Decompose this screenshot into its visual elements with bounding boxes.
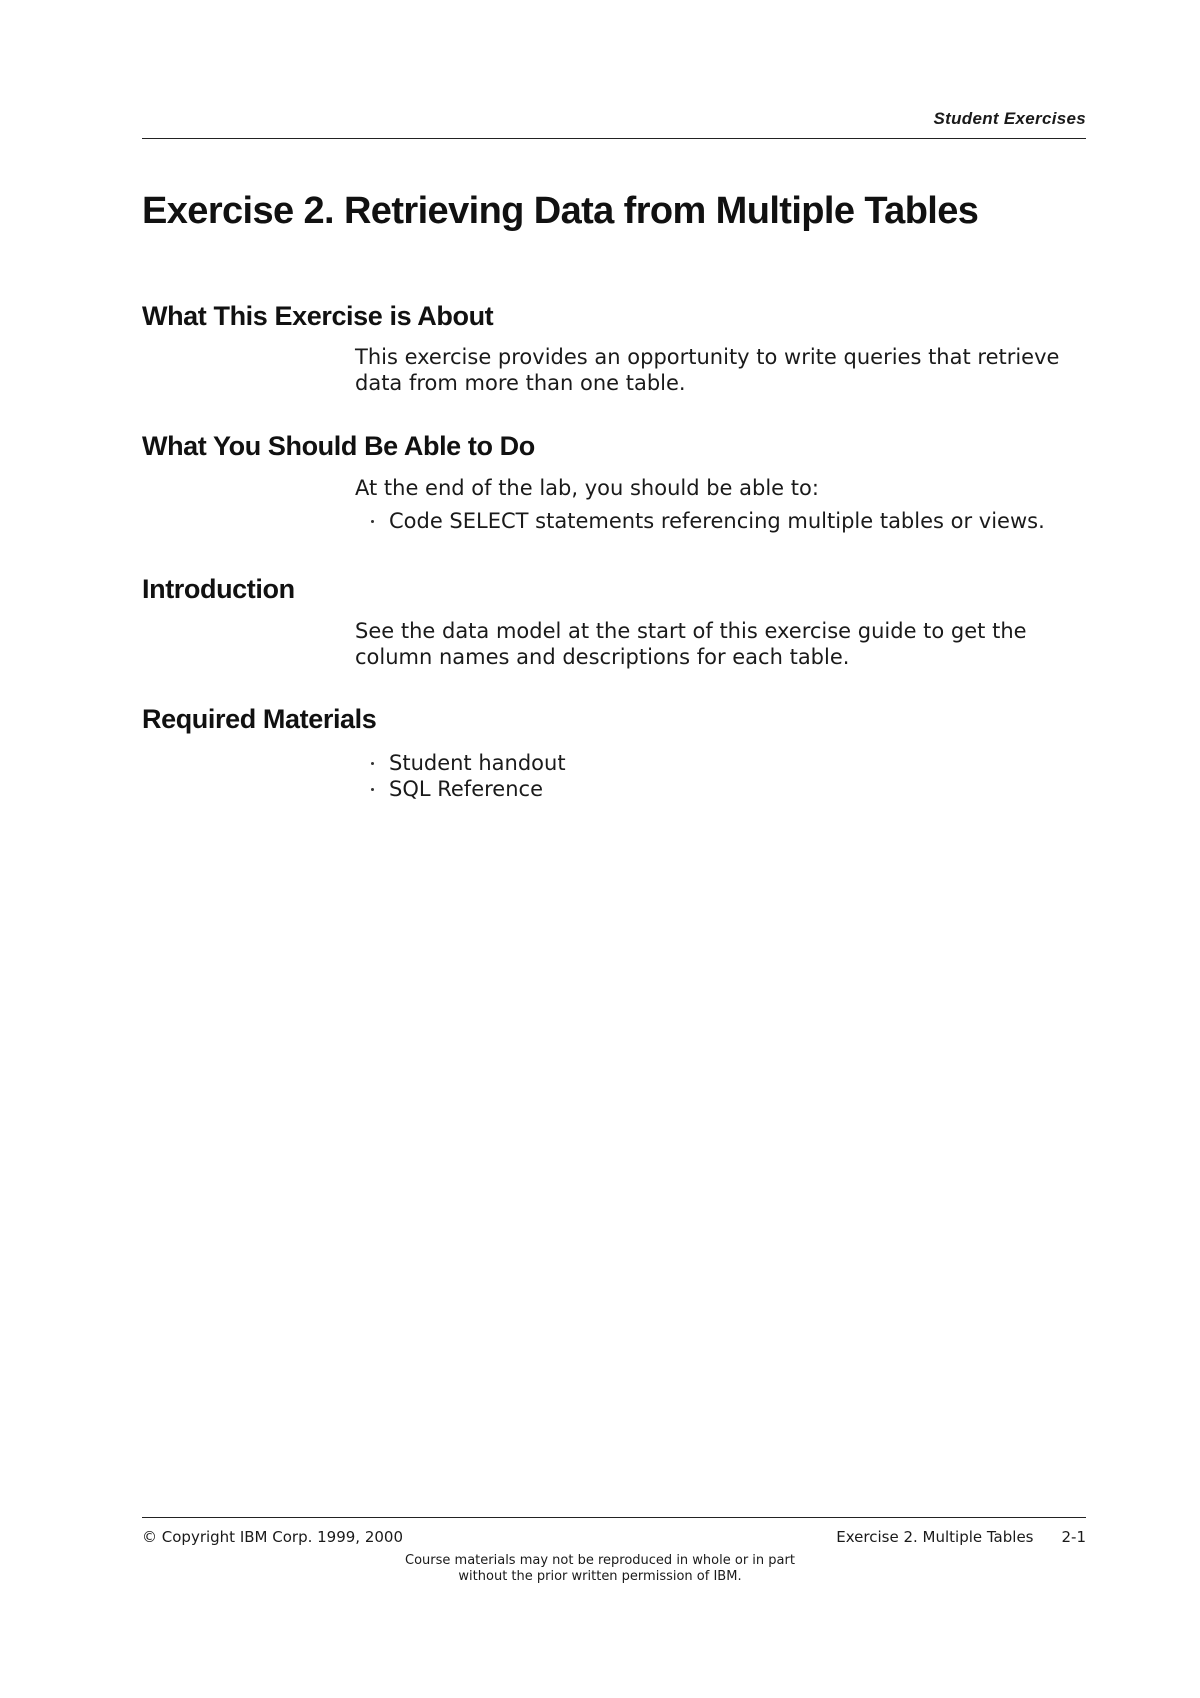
notice-line: Course materials may not be reproduced in whole or in part xyxy=(405,1553,795,1568)
bullet-icon xyxy=(371,762,374,765)
section-heading-about: What This Exercise is About xyxy=(142,301,494,331)
page-title: Exercise 2. Retrieving Data from Multiple Tables xyxy=(142,190,979,232)
bullet-icon xyxy=(371,520,374,523)
header-rule xyxy=(142,138,1086,139)
objectives-intro: At the end of the lab, you should be able to: xyxy=(355,476,819,500)
copyright-notice: © Copyright IBM Corp. 1999, 2000 xyxy=(142,1528,404,1546)
introduction-paragraph: See the data model at the start of this exercise guide to get the column names and descriptions for each table. xyxy=(355,619,1027,669)
about-paragraph: This exercise provides an opportunity to write queries that retrieve data from more than one table. xyxy=(355,345,1060,395)
section-heading-materials: Required Materials xyxy=(142,704,377,734)
footer-rule xyxy=(142,1517,1086,1518)
reproduction-notice xyxy=(0,1553,1200,1585)
notice-line: without the prior written permission of IBM. xyxy=(458,1569,742,1584)
list-item xyxy=(355,750,1095,776)
bullet-icon xyxy=(371,788,374,791)
objectives-list xyxy=(355,508,1095,534)
list-item-text: Student handout xyxy=(389,751,566,775)
section-heading-objectives: What You Should Be Able to Do xyxy=(142,431,535,461)
footer-chapter-title: Exercise 2. Multiple Tables xyxy=(836,1528,1034,1546)
list-item xyxy=(355,776,1095,802)
section-heading-introduction: Introduction xyxy=(142,574,295,604)
list-item xyxy=(355,508,1095,534)
list-item-text: Code SELECT statements referencing multiple tables or views. xyxy=(389,509,1045,533)
materials-list xyxy=(355,750,1095,802)
running-head: Student Exercises xyxy=(933,109,1086,128)
page-number: 2-1 xyxy=(1061,1528,1086,1546)
list-item-text: SQL Reference xyxy=(389,777,543,801)
footer-chapter-info xyxy=(836,1528,1086,1546)
